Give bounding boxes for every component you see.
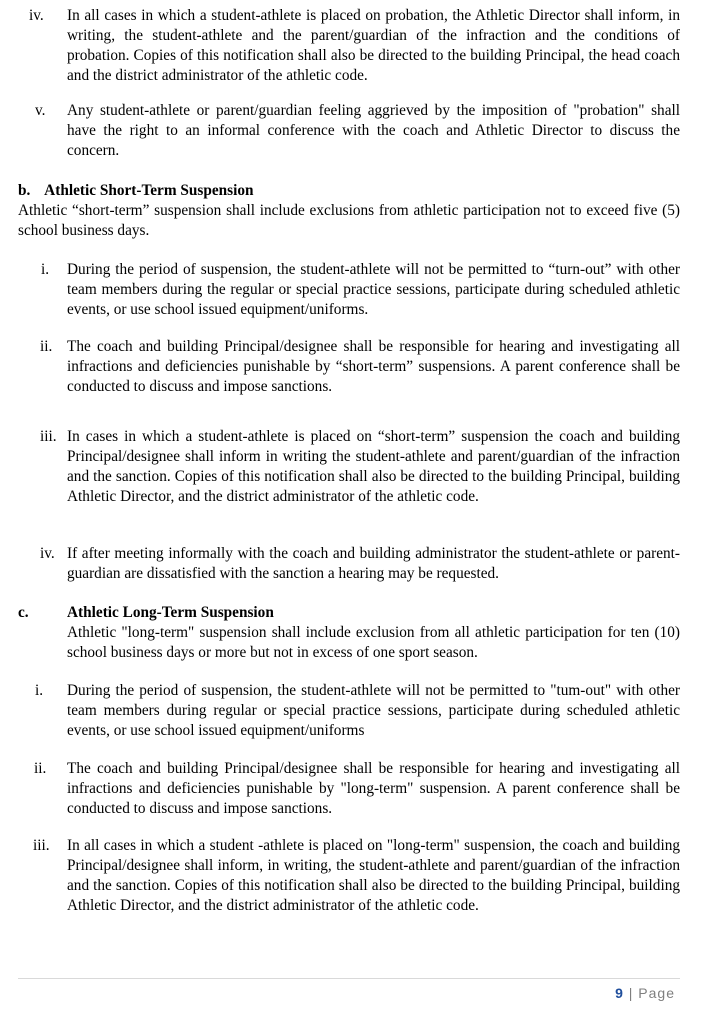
section-b-heading bbox=[18, 181, 254, 201]
list-item-text: If after meeting informally with the coach and building administrator the student-athlete or parent-guardian are dissatisfied with the sanction a hearing may be requested. bbox=[67, 545, 680, 582]
list-item-b-iii bbox=[18, 427, 680, 507]
list-item-text: In all cases in which a student-athlete is placed on probation, the Athletic Director shall inform, in writing, the student-athlete and the parent/guardian of the infraction and the conditions of probation. Copies of this notification shall also be directed to the building Principal, the head coach and the district administrator of the athletic code. bbox=[67, 7, 680, 84]
list-item-b-ii bbox=[18, 337, 680, 397]
list-item-text: The coach and building Principal/designee shall be responsible for hearing and investigating all infractions and deficiencies punishable by "long-term" suspension. A parent conference shall be conducted to discuss and impose sanctions. bbox=[67, 760, 680, 817]
list-marker: ii. bbox=[40, 338, 53, 355]
section-c-title: Athletic Long-Term Suspension bbox=[67, 604, 274, 621]
section-c-intro: Athletic "long-term" suspension shall include exclusion from all athletic participation for ten (10) school business days or more but not in excess of one sport season. bbox=[67, 624, 680, 661]
list-item-a-iv bbox=[18, 6, 680, 86]
list-marker: ii. bbox=[34, 760, 47, 777]
list-marker: iv. bbox=[29, 7, 44, 24]
list-item-text: The coach and building Principal/designee shall be responsible for hearing and investigating all infractions and deficiencies punishable by “short-term” suspensions. A parent conference shall be conducted to discuss and impose sanctions. bbox=[67, 338, 680, 395]
list-marker: i. bbox=[35, 682, 44, 699]
footer-divider bbox=[18, 978, 680, 979]
list-marker: iii. bbox=[40, 428, 57, 445]
page-label: Page bbox=[638, 985, 675, 1001]
list-item-text: In all cases in which a student -athlete is placed on "long-term" suspension, the coach and building Principal/designee shall inform, in writing, the student-athlete and parent/guardian of the infraction and the sanction. Copies of this notification shall also be directed to the building Principal, building Athletic Director, and the district administrator of the athletic code. bbox=[67, 837, 680, 914]
section-c-letter: c. bbox=[18, 604, 29, 621]
list-item-a-v bbox=[18, 101, 680, 161]
list-marker: i. bbox=[41, 261, 50, 278]
list-item-text: In cases in which a student-athlete is placed on “short-term” suspension the coach and building Principal/designee shall inform in writing the student-athlete and parent/guardian of the infraction and the sanction. Copies of this notification shall also be directed to the building Principal, building Athletic Director, and the district administrator of the athletic code. bbox=[67, 428, 680, 505]
section-b-title: Athletic Short-Term Suspension bbox=[44, 182, 254, 199]
list-marker: iv. bbox=[40, 545, 55, 562]
section-b-letter: b. bbox=[18, 182, 31, 199]
list-item-b-iv bbox=[18, 544, 680, 584]
list-item-text: During the period of suspension, the student-athlete will not be permitted to “turn-out” with other team members during the regular or special practice sessions, participate during scheduled athletic events, or use school issued equipment/uniforms. bbox=[67, 261, 680, 318]
footer-separator: | bbox=[628, 985, 634, 1001]
list-item-text: Any student-athlete or parent/guardian feeling aggrieved by the imposition of "probation" shall have the right to an informal conference with the coach and Athletic Director to discuss the concern. bbox=[67, 102, 680, 159]
list-marker: v. bbox=[35, 102, 46, 119]
section-c-heading bbox=[18, 603, 680, 623]
list-item-c-ii bbox=[18, 759, 680, 819]
list-item-c-i bbox=[18, 681, 680, 741]
list-item-text: During the period of suspension, the student-athlete will not be permitted to "tum-out" with other team members during regular or special practice sessions, participate during scheduled athletic events, or use school issued equipment/uniforms bbox=[67, 682, 680, 739]
list-item-c-iii bbox=[18, 836, 680, 916]
list-marker: iii. bbox=[33, 837, 50, 854]
section-b-intro: Athletic “short-term” suspension shall include exclusions from athletic participation not to exceed five (5) school business days. bbox=[18, 202, 680, 239]
list-item-b-i bbox=[18, 260, 680, 320]
page-footer bbox=[615, 983, 675, 1003]
page-number: 9 bbox=[615, 985, 624, 1001]
